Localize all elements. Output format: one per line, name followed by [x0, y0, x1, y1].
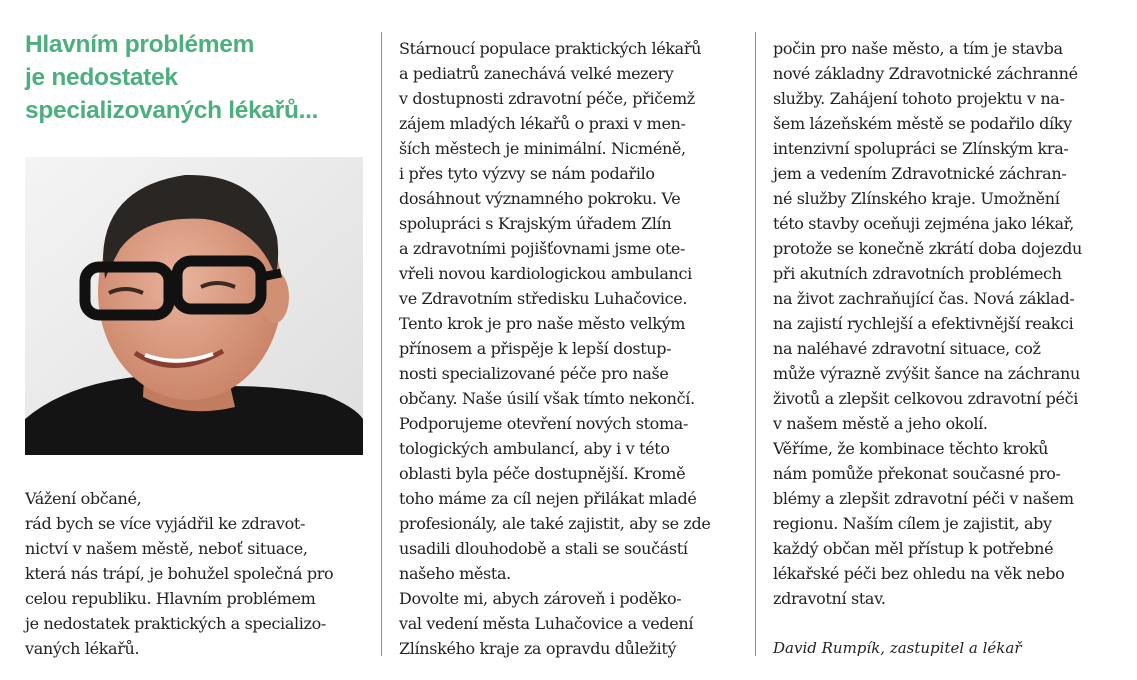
text-line: na zajistí rychlejší a efektivnější reakci	[773, 314, 1074, 333]
text-line: celou republiku. Hlavním problémem	[25, 589, 316, 608]
text-line: Dovolte mi, abych zároveň i poděko-	[399, 589, 682, 608]
text-line: lékařské péči bez ohledu na věk nebo	[773, 564, 1065, 583]
signature: David Rumpík, zastupitel a lékař	[773, 639, 1022, 657]
text-line: životů a zlepšit celkovou zdravotní péči	[773, 389, 1078, 408]
column-divider	[755, 32, 756, 656]
text-line: Stárnoucí populace praktických lékařů	[399, 39, 702, 58]
text-line: na život zachraňující čas. Nová základ-	[773, 289, 1075, 308]
text-line: Vážení občané,	[25, 489, 142, 508]
text-line: nictví v našem městě, neboť situace,	[25, 539, 308, 558]
text-line: ších městech je minimální. Nicméně,	[399, 139, 686, 158]
text-line: nám pomůže překonat současné pro-	[773, 464, 1061, 483]
text-line: Zlínského kraje za opravdu důležitý	[399, 639, 677, 658]
text-line: blémy a zlepšit zdravotní péči v našem	[773, 489, 1074, 508]
text-line: protože se konečně zkrátí doba dojezdu	[773, 239, 1082, 258]
text-line: intenzivní spolupráci se Zlínským kra-	[773, 139, 1069, 158]
headline	[25, 28, 370, 127]
text-line: rád bych se více vyjádřil ke zdravot-	[25, 514, 306, 533]
text-line: i přes tyto výzvy se nám podařilo	[399, 164, 655, 183]
text-line: nosti specializované péče pro naše	[399, 364, 669, 383]
text-line: vaných lékařů.	[25, 639, 140, 658]
text-line: toho máme za cíl nejen přilákat mladé	[399, 489, 697, 508]
text-line: zájem mladých lékařů o praxi v men-	[399, 114, 686, 133]
text-line: na naléhavé zdravotní situace, což	[773, 339, 1041, 358]
column-3-text	[773, 36, 1082, 611]
text-line: při akutních zdravotních problémech	[773, 264, 1062, 283]
text-line: zdravotní stav.	[773, 589, 886, 608]
text-line: občany. Naše úsilí však tímto nekončí.	[399, 389, 695, 408]
text-line: oblasti byla péče dostupnější. Kromě	[399, 464, 686, 483]
text-line: né služby Zlínského kraje. Umožnění	[773, 189, 1060, 208]
text-line: a zdravotními pojišťovnami jsme ote-	[399, 239, 686, 258]
text-line: spolupráci s Krajským úřadem Zlín	[399, 214, 672, 233]
text-line: jem a vedením Zdravotnické záchran-	[773, 164, 1067, 183]
text-line: přínosem a přispěje k lepší dostup-	[399, 339, 672, 358]
text-line: dosáhnout významného pokroku. Ve	[399, 189, 681, 208]
portrait-photo-icon	[25, 157, 363, 455]
text-line: a pediatrů zanechává velké mezery	[399, 64, 674, 83]
column-2-text	[399, 36, 711, 661]
text-line: tologických ambulancí, aby i v této	[399, 439, 670, 458]
text-line: nové základny Zdravotnické záchranné	[773, 64, 1078, 83]
column-divider	[381, 32, 382, 656]
text-line: počin pro naše město, a tím je stavba	[773, 39, 1063, 58]
text-line: Věříme, že kombinace těchto kroků	[773, 439, 1049, 458]
text-line: Podporujeme otevření nových stoma-	[399, 414, 689, 433]
text-line: ve Zdravotním středisku Luhačovice.	[399, 289, 688, 308]
text-line: každý občan měl přístup k potřebné	[773, 539, 1054, 558]
text-line: val vedení města Luhačovice a vedení	[399, 614, 694, 633]
text-line: v našem městě a jeho okolí.	[773, 414, 988, 433]
text-line: této stavby oceňuji zejména jako lékař,	[773, 214, 1074, 233]
headline-line: Hlavním problémem	[25, 31, 255, 58]
text-line: profesionály, ale také zajistit, aby se zde	[399, 514, 711, 533]
text-line: která nás trápí, je bohužel společná pro	[25, 564, 334, 583]
column-1-text	[25, 486, 333, 661]
text-line: usadili dlouhodobě a stali se součástí	[399, 539, 688, 558]
text-line: Tento krok je pro naše město velkým	[399, 314, 686, 333]
headline-line: je nedostatek	[25, 64, 178, 91]
text-line: našeho města.	[399, 564, 511, 583]
headline-line: specializovaných lékařů...	[25, 97, 319, 124]
text-line: může výrazně zvýšit šance na záchranu	[773, 364, 1080, 383]
text-line: regionu. Naším cílem je zajistit, aby	[773, 514, 1052, 533]
text-line: šem lázeňském městě se podařilo díky	[773, 114, 1072, 133]
text-line: v dostupnosti zdravotní péče, přičemž	[399, 89, 695, 108]
text-line: je nedostatek praktických a specializo-	[25, 614, 326, 633]
text-line: služby. Zahájení tohoto projektu v na-	[773, 89, 1065, 108]
text-line: vřeli novou kardiologickou ambulanci	[399, 264, 692, 283]
